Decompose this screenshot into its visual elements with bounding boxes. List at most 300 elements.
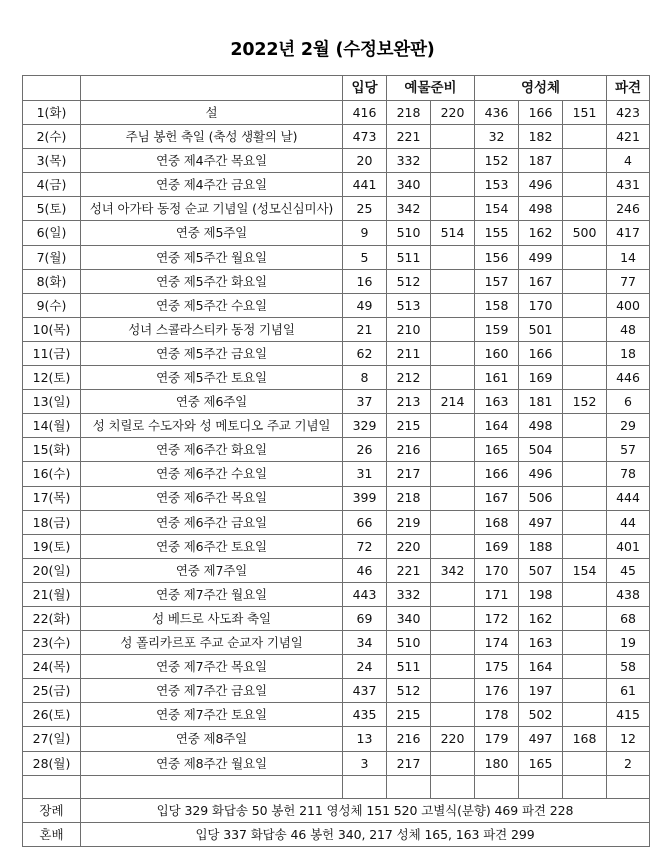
table-row xyxy=(23,341,650,365)
pagyeon-cell: 415 xyxy=(607,703,650,727)
day-cell: 19(토) xyxy=(23,534,81,558)
yemul-cell-2 xyxy=(431,486,475,510)
day-cell: 20(일) xyxy=(23,558,81,582)
pagyeon-cell: 78 xyxy=(607,462,650,486)
yeongseongche-cell-2: 166 xyxy=(519,101,563,125)
yeongseongche-cell-3 xyxy=(563,679,607,703)
yemul-cell-2 xyxy=(431,510,475,534)
yemul-cell-2 xyxy=(431,197,475,221)
yemul-cell-1: 340 xyxy=(387,606,431,630)
liturgical-name-cell: 주님 봉헌 축일 (축성 생활의 날) xyxy=(81,125,343,149)
spacer-cell xyxy=(519,775,563,798)
pagyeon-cell: 14 xyxy=(607,245,650,269)
liturgical-name-cell: 연중 제5주간 월요일 xyxy=(81,245,343,269)
table-row xyxy=(23,703,650,727)
table-row xyxy=(23,679,650,703)
table-row xyxy=(23,197,650,221)
pagyeon-cell: 12 xyxy=(607,727,650,751)
yeongseongche-cell-3 xyxy=(563,317,607,341)
liturgical-name-cell: 연중 제7주간 목요일 xyxy=(81,655,343,679)
header-row xyxy=(23,76,650,101)
spacer-cell xyxy=(607,775,650,798)
pagyeon-cell: 77 xyxy=(607,269,650,293)
yeongseongche-cell-1: 32 xyxy=(475,125,519,149)
yeongseongche-cell-2: 170 xyxy=(519,293,563,317)
yeongseongche-cell-1: 160 xyxy=(475,341,519,365)
table-row xyxy=(23,245,650,269)
yeongseongche-cell-1: 172 xyxy=(475,606,519,630)
yeongseongche-cell-3 xyxy=(563,269,607,293)
yeongseongche-cell-1: 436 xyxy=(475,101,519,125)
pagyeon-cell: 18 xyxy=(607,341,650,365)
day-cell: 28(월) xyxy=(23,751,81,775)
yeongseongche-cell-1: 166 xyxy=(475,462,519,486)
yemul-cell-2 xyxy=(431,534,475,558)
pagyeon-cell: 421 xyxy=(607,125,650,149)
pagyeon-cell: 19 xyxy=(607,631,650,655)
ipdang-cell: 62 xyxy=(343,341,387,365)
ipdang-cell: 20 xyxy=(343,149,387,173)
yemul-cell-1: 513 xyxy=(387,293,431,317)
ipdang-cell: 49 xyxy=(343,293,387,317)
pagyeon-cell: 438 xyxy=(607,582,650,606)
yemul-cell-2 xyxy=(431,606,475,630)
yemul-cell-1: 213 xyxy=(387,390,431,414)
summary-text: 입당 337 화답송 46 봉헌 340, 217 성체 165, 163 파견 299 xyxy=(81,822,650,846)
yemul-cell-2 xyxy=(431,149,475,173)
ipdang-cell: 435 xyxy=(343,703,387,727)
liturgical-name-cell: 연중 제7주간 토요일 xyxy=(81,703,343,727)
pagyeon-cell: 401 xyxy=(607,534,650,558)
yeongseongche-cell-2: 169 xyxy=(519,366,563,390)
pagyeon-cell: 68 xyxy=(607,606,650,630)
table-row xyxy=(23,582,650,606)
header-yeongseongche: 영성체 xyxy=(475,76,607,101)
yemul-cell-2 xyxy=(431,317,475,341)
table-row xyxy=(23,486,650,510)
yeongseongche-cell-3: 154 xyxy=(563,558,607,582)
day-cell: 6(일) xyxy=(23,221,81,245)
yeongseongche-cell-3: 168 xyxy=(563,727,607,751)
yemul-cell-1: 215 xyxy=(387,703,431,727)
yemul-cell-2 xyxy=(431,751,475,775)
table-row xyxy=(23,414,650,438)
yeongseongche-cell-2: 498 xyxy=(519,414,563,438)
liturgical-name-cell: 연중 제6주간 금요일 xyxy=(81,510,343,534)
ipdang-cell: 416 xyxy=(343,101,387,125)
liturgical-name-cell: 연중 제6주간 목요일 xyxy=(81,486,343,510)
spacer-cell xyxy=(23,775,81,798)
yeongseongche-cell-2: 182 xyxy=(519,125,563,149)
yeongseongche-cell-2: 497 xyxy=(519,510,563,534)
yeongseongche-cell-3 xyxy=(563,534,607,558)
yeongseongche-cell-2: 499 xyxy=(519,245,563,269)
pagyeon-cell: 48 xyxy=(607,317,650,341)
day-cell: 11(금) xyxy=(23,341,81,365)
ipdang-cell: 72 xyxy=(343,534,387,558)
page-title: 2022년 2월 (수정보완판) xyxy=(230,40,435,60)
summary-row xyxy=(23,822,650,846)
table-row xyxy=(23,390,650,414)
day-cell: 25(금) xyxy=(23,679,81,703)
yeongseongche-cell-3 xyxy=(563,631,607,655)
spacer-cell xyxy=(81,775,343,798)
pagyeon-cell: 6 xyxy=(607,390,650,414)
table-row xyxy=(23,510,650,534)
summary-label: 혼배 xyxy=(23,822,81,846)
yemul-cell-1: 217 xyxy=(387,751,431,775)
table-row xyxy=(23,751,650,775)
day-cell: 7(월) xyxy=(23,245,81,269)
day-cell: 2(수) xyxy=(23,125,81,149)
yeongseongche-cell-3 xyxy=(563,703,607,727)
spacer-cell xyxy=(387,775,431,798)
summary-label: 장례 xyxy=(23,798,81,822)
yeongseongche-cell-1: 176 xyxy=(475,679,519,703)
ipdang-cell: 46 xyxy=(343,558,387,582)
pagyeon-cell: 57 xyxy=(607,438,650,462)
liturgical-name-cell: 연중 제5주간 화요일 xyxy=(81,269,343,293)
table-row xyxy=(23,101,650,125)
yeongseongche-cell-3 xyxy=(563,486,607,510)
yeongseongche-cell-1: 161 xyxy=(475,366,519,390)
ipdang-cell: 13 xyxy=(343,727,387,751)
liturgical-calendar-table xyxy=(22,75,650,847)
table-row xyxy=(23,631,650,655)
ipdang-cell: 437 xyxy=(343,679,387,703)
yemul-cell-2 xyxy=(431,269,475,293)
spacer-cell xyxy=(431,775,475,798)
day-cell: 4(금) xyxy=(23,173,81,197)
yemul-cell-2 xyxy=(431,173,475,197)
liturgical-name-cell: 성 베드로 사도좌 축일 xyxy=(81,606,343,630)
ipdang-cell: 66 xyxy=(343,510,387,534)
liturgical-name-cell: 연중 제5주간 금요일 xyxy=(81,341,343,365)
day-cell: 17(목) xyxy=(23,486,81,510)
pagyeon-cell: 417 xyxy=(607,221,650,245)
day-cell: 9(수) xyxy=(23,293,81,317)
yemul-cell-1: 216 xyxy=(387,438,431,462)
liturgical-name-cell: 연중 제4주간 금요일 xyxy=(81,173,343,197)
yeongseongche-cell-1: 153 xyxy=(475,173,519,197)
liturgical-name-cell: 연중 제5주간 수요일 xyxy=(81,293,343,317)
liturgical-name-cell: 연중 제7주간 월요일 xyxy=(81,582,343,606)
liturgical-name-cell: 연중 제6주일 xyxy=(81,390,343,414)
yeongseongche-cell-2: 187 xyxy=(519,149,563,173)
yeongseongche-cell-1: 156 xyxy=(475,245,519,269)
liturgical-name-cell: 연중 제6주간 토요일 xyxy=(81,534,343,558)
day-cell: 13(일) xyxy=(23,390,81,414)
header-pagyeon: 파견 xyxy=(607,76,650,101)
day-cell: 1(화) xyxy=(23,101,81,125)
yeongseongche-cell-2: 496 xyxy=(519,462,563,486)
yeongseongche-cell-3 xyxy=(563,606,607,630)
yeongseongche-cell-1: 171 xyxy=(475,582,519,606)
yemul-cell-2 xyxy=(431,366,475,390)
table-row xyxy=(23,534,650,558)
pagyeon-cell: 29 xyxy=(607,414,650,438)
table-row xyxy=(23,438,650,462)
yemul-cell-1: 215 xyxy=(387,414,431,438)
pagyeon-cell: 4 xyxy=(607,149,650,173)
table-row xyxy=(23,293,650,317)
yeongseongche-cell-1: 163 xyxy=(475,390,519,414)
pagyeon-cell: 44 xyxy=(607,510,650,534)
liturgical-name-cell: 연중 제4주간 목요일 xyxy=(81,149,343,173)
yemul-cell-1: 512 xyxy=(387,269,431,293)
yeongseongche-cell-1: 174 xyxy=(475,631,519,655)
summary-text: 입당 329 화답송 50 봉헌 211 영성체 151 520 고별식(분향) 469 파견 228 xyxy=(81,798,650,822)
yeongseongche-cell-3 xyxy=(563,197,607,221)
table-row xyxy=(23,317,650,341)
ipdang-cell: 25 xyxy=(343,197,387,221)
yeongseongche-cell-3 xyxy=(563,462,607,486)
liturgical-name-cell: 연중 제6주간 화요일 xyxy=(81,438,343,462)
yeongseongche-cell-1: 159 xyxy=(475,317,519,341)
pagyeon-cell: 246 xyxy=(607,197,650,221)
yemul-cell-1: 217 xyxy=(387,462,431,486)
pagyeon-cell: 45 xyxy=(607,558,650,582)
ipdang-cell: 5 xyxy=(343,245,387,269)
table-row xyxy=(23,149,650,173)
yemul-cell-1: 211 xyxy=(387,341,431,365)
yeongseongche-cell-3 xyxy=(563,341,607,365)
yeongseongche-cell-3 xyxy=(563,149,607,173)
yemul-cell-2: 220 xyxy=(431,101,475,125)
pagyeon-cell: 423 xyxy=(607,101,650,125)
spacer-cell xyxy=(563,775,607,798)
yeongseongche-cell-2: 501 xyxy=(519,317,563,341)
pagyeon-cell: 444 xyxy=(607,486,650,510)
yemul-cell-1: 221 xyxy=(387,125,431,149)
pagyeon-cell: 400 xyxy=(607,293,650,317)
day-cell: 18(금) xyxy=(23,510,81,534)
yemul-cell-2 xyxy=(431,414,475,438)
liturgical-name-cell: 연중 제5주일 xyxy=(81,221,343,245)
liturgical-name-cell: 성녀 스콜라스티카 동정 기념일 xyxy=(81,317,343,341)
yeongseongche-cell-1: 168 xyxy=(475,510,519,534)
table-row xyxy=(23,462,650,486)
yeongseongche-cell-3 xyxy=(563,173,607,197)
table-row xyxy=(23,606,650,630)
yeongseongche-cell-2: 163 xyxy=(519,631,563,655)
header-yemul-junbi: 예물준비 xyxy=(387,76,475,101)
yemul-cell-1: 210 xyxy=(387,317,431,341)
yemul-cell-2 xyxy=(431,293,475,317)
liturgical-name-cell: 연중 제6주간 수요일 xyxy=(81,462,343,486)
liturgical-name-cell: 성녀 아가타 동정 순교 기념일 (성모신심미사) xyxy=(81,197,343,221)
yeongseongche-cell-1: 157 xyxy=(475,269,519,293)
summary-row xyxy=(23,798,650,822)
yeongseongche-cell-3 xyxy=(563,438,607,462)
yeongseongche-cell-3 xyxy=(563,366,607,390)
liturgical-name-cell: 연중 제5주간 토요일 xyxy=(81,366,343,390)
yemul-cell-1: 512 xyxy=(387,679,431,703)
ipdang-cell: 26 xyxy=(343,438,387,462)
table-row xyxy=(23,727,650,751)
yemul-cell-2 xyxy=(431,679,475,703)
yemul-cell-1: 216 xyxy=(387,727,431,751)
ipdang-cell: 34 xyxy=(343,631,387,655)
yemul-cell-1: 340 xyxy=(387,173,431,197)
yemul-cell-1: 332 xyxy=(387,582,431,606)
yeongseongche-cell-2: 197 xyxy=(519,679,563,703)
yeongseongche-cell-1: 178 xyxy=(475,703,519,727)
yemul-cell-1: 510 xyxy=(387,631,431,655)
yemul-cell-2 xyxy=(431,703,475,727)
yeongseongche-cell-3: 500 xyxy=(563,221,607,245)
table-row xyxy=(23,366,650,390)
liturgical-name-cell: 연중 제8주일 xyxy=(81,727,343,751)
yeongseongche-cell-2: 188 xyxy=(519,534,563,558)
yeongseongche-cell-2: 498 xyxy=(519,197,563,221)
yeongseongche-cell-2: 167 xyxy=(519,269,563,293)
yeongseongche-cell-1: 175 xyxy=(475,655,519,679)
liturgical-name-cell: 연중 제7주일 xyxy=(81,558,343,582)
table-row xyxy=(23,655,650,679)
yemul-cell-2 xyxy=(431,341,475,365)
table-body xyxy=(23,101,650,847)
yemul-cell-1: 218 xyxy=(387,486,431,510)
yeongseongche-cell-1: 170 xyxy=(475,558,519,582)
yeongseongche-cell-1: 154 xyxy=(475,197,519,221)
ipdang-cell: 441 xyxy=(343,173,387,197)
liturgical-name-cell: 설 xyxy=(81,101,343,125)
yeongseongche-cell-2: 162 xyxy=(519,221,563,245)
yemul-cell-2 xyxy=(431,582,475,606)
yeongseongche-cell-1: 152 xyxy=(475,149,519,173)
yeongseongche-cell-2: 198 xyxy=(519,582,563,606)
yeongseongche-cell-2: 506 xyxy=(519,486,563,510)
yemul-cell-1: 221 xyxy=(387,558,431,582)
calendar-table-container xyxy=(22,75,643,847)
table-row xyxy=(23,558,650,582)
yemul-cell-2: 514 xyxy=(431,221,475,245)
spacer-cell xyxy=(343,775,387,798)
pagyeon-cell: 2 xyxy=(607,751,650,775)
yeongseongche-cell-2: 165 xyxy=(519,751,563,775)
table-row xyxy=(23,269,650,293)
ipdang-cell: 8 xyxy=(343,366,387,390)
yeongseongche-cell-2: 507 xyxy=(519,558,563,582)
yeongseongche-cell-3 xyxy=(563,245,607,269)
yeongseongche-cell-3: 151 xyxy=(563,101,607,125)
yemul-cell-1: 218 xyxy=(387,101,431,125)
yemul-cell-2: 342 xyxy=(431,558,475,582)
day-cell: 21(월) xyxy=(23,582,81,606)
yeongseongche-cell-1: 180 xyxy=(475,751,519,775)
header-ipdang: 입당 xyxy=(343,76,387,101)
day-cell: 15(화) xyxy=(23,438,81,462)
ipdang-cell: 399 xyxy=(343,486,387,510)
yeongseongche-cell-1: 179 xyxy=(475,727,519,751)
yemul-cell-1: 212 xyxy=(387,366,431,390)
yeongseongche-cell-3 xyxy=(563,582,607,606)
yemul-cell-1: 332 xyxy=(387,149,431,173)
day-cell: 10(목) xyxy=(23,317,81,341)
day-cell: 8(화) xyxy=(23,269,81,293)
pagyeon-cell: 58 xyxy=(607,655,650,679)
yemul-cell-2: 214 xyxy=(431,390,475,414)
day-cell: 5(토) xyxy=(23,197,81,221)
yeongseongche-cell-3 xyxy=(563,414,607,438)
yeongseongche-cell-3 xyxy=(563,125,607,149)
yemul-cell-2 xyxy=(431,631,475,655)
ipdang-cell: 443 xyxy=(343,582,387,606)
yeongseongche-cell-1: 167 xyxy=(475,486,519,510)
ipdang-cell: 31 xyxy=(343,462,387,486)
day-cell: 3(목) xyxy=(23,149,81,173)
ipdang-cell: 329 xyxy=(343,414,387,438)
yemul-cell-2 xyxy=(431,125,475,149)
day-cell: 12(토) xyxy=(23,366,81,390)
ipdang-cell: 9 xyxy=(343,221,387,245)
yemul-cell-1: 220 xyxy=(387,534,431,558)
yeongseongche-cell-3 xyxy=(563,751,607,775)
ipdang-cell: 21 xyxy=(343,317,387,341)
yemul-cell-2 xyxy=(431,245,475,269)
pagyeon-cell: 431 xyxy=(607,173,650,197)
yeongseongche-cell-2: 504 xyxy=(519,438,563,462)
yeongseongche-cell-3 xyxy=(563,293,607,317)
yeongseongche-cell-3: 152 xyxy=(563,390,607,414)
yeongseongche-cell-1: 169 xyxy=(475,534,519,558)
yeongseongche-cell-2: 181 xyxy=(519,390,563,414)
yeongseongche-cell-3 xyxy=(563,655,607,679)
ipdang-cell: 3 xyxy=(343,751,387,775)
day-cell: 14(월) xyxy=(23,414,81,438)
yemul-cell-2 xyxy=(431,438,475,462)
yemul-cell-1: 342 xyxy=(387,197,431,221)
spacer-row xyxy=(23,775,650,798)
yeongseongche-cell-2: 166 xyxy=(519,341,563,365)
table-row xyxy=(23,221,650,245)
header-day-column xyxy=(23,76,81,101)
yemul-cell-1: 511 xyxy=(387,245,431,269)
yemul-cell-1: 511 xyxy=(387,655,431,679)
yemul-cell-1: 219 xyxy=(387,510,431,534)
day-cell: 23(수) xyxy=(23,631,81,655)
yemul-cell-2 xyxy=(431,462,475,486)
header-name-column xyxy=(81,76,343,101)
liturgical-name-cell: 연중 제8주간 월요일 xyxy=(81,751,343,775)
day-cell: 26(토) xyxy=(23,703,81,727)
yeongseongche-cell-2: 497 xyxy=(519,727,563,751)
yemul-cell-2: 220 xyxy=(431,727,475,751)
yeongseongche-cell-2: 502 xyxy=(519,703,563,727)
table-row xyxy=(23,125,650,149)
ipdang-cell: 24 xyxy=(343,655,387,679)
liturgical-name-cell: 성 치릴로 수도자와 성 메토디오 주교 기념일 xyxy=(81,414,343,438)
ipdang-cell: 37 xyxy=(343,390,387,414)
yeongseongche-cell-2: 162 xyxy=(519,606,563,630)
ipdang-cell: 473 xyxy=(343,125,387,149)
yemul-cell-1: 510 xyxy=(387,221,431,245)
day-cell: 24(목) xyxy=(23,655,81,679)
spacer-cell xyxy=(475,775,519,798)
yeongseongche-cell-1: 164 xyxy=(475,414,519,438)
pagyeon-cell: 446 xyxy=(607,366,650,390)
liturgical-name-cell: 성 폴리카르포 주교 순교자 기념일 xyxy=(81,631,343,655)
yemul-cell-2 xyxy=(431,655,475,679)
day-cell: 27(일) xyxy=(23,727,81,751)
yeongseongche-cell-1: 165 xyxy=(475,438,519,462)
day-cell: 22(화) xyxy=(23,606,81,630)
ipdang-cell: 16 xyxy=(343,269,387,293)
table-row xyxy=(23,173,650,197)
liturgical-name-cell: 연중 제7주간 금요일 xyxy=(81,679,343,703)
yeongseongche-cell-2: 496 xyxy=(519,173,563,197)
